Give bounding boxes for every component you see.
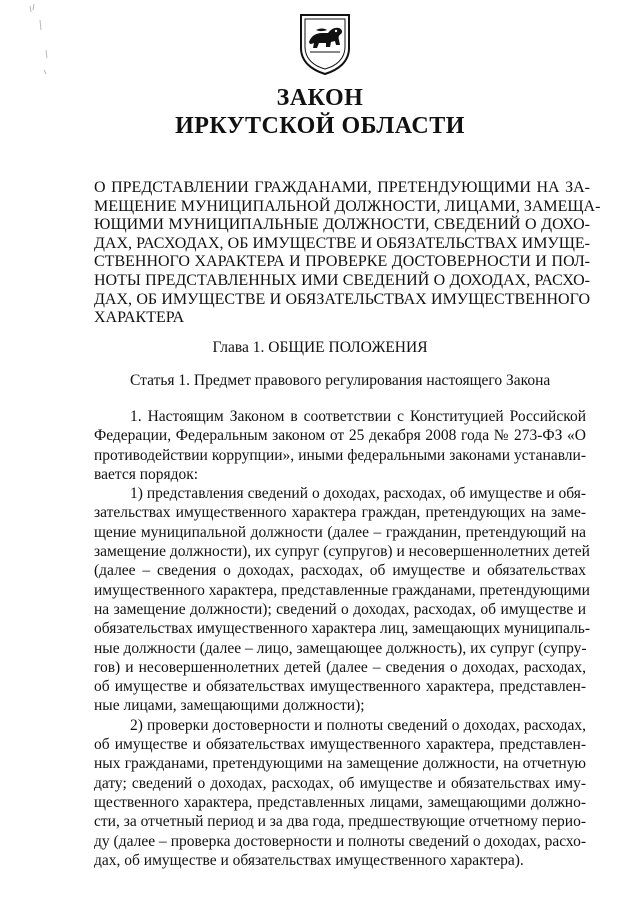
article-body <box>94 407 591 870</box>
body-line: щение муниципальной должности (далее – гражданин, претендующий на <box>94 523 586 541</box>
body-line: вается порядок: <box>94 465 199 483</box>
body-line: щественного характера, представленных лицами, замещающими должно- <box>94 793 586 811</box>
body-line: обязательствах имущественного характера лиц, замещающих муниципаль- <box>94 620 591 638</box>
body-line: гов) и несовершеннолетних детей (далее – сведения о доходах, расходах, <box>94 658 586 676</box>
subject-line: О ПРЕДСТАВЛЕНИИ ГРАЖДАНАМИ, ПРЕТЕНДУЮЩИМИ НА ЗА- <box>94 179 590 196</box>
body-line: сти, за отчетный период и за два года, предшествующие отчетному перио- <box>94 813 586 831</box>
body-line: 1. Настоящим Законом в соответствии с Конституцией Российской <box>130 408 586 425</box>
body-line: 1) представления сведений о доходах, расходах, об имуществе и обя- <box>130 485 586 503</box>
body-line: Федерации, Федеральным законом от 25 декабря 2008 года № 273-ФЗ «О <box>94 427 586 445</box>
subject-line: СТВЕННОГО ХАРАКТЕРА И ПРОВЕРКЕ ДОСТОВЕРНОСТИ И ПОЛ- <box>94 253 590 271</box>
body-line: противодействии коррупции», иными федеральными законами устанавли- <box>94 446 586 464</box>
body-line: зательствах имущественного характера граждан, претендующих на заме- <box>94 504 586 522</box>
body-line: об имуществе и обязательствах имущественного характера, представлен- <box>94 678 586 696</box>
body-line: ные лицами, замещающими должности); <box>94 697 365 715</box>
subject-line: ДАХ, РАСХОДАХ, ОБ ИМУЩЕСТВЕ И ОБЯЗАТЕЛЬСТВАХ ИМУЩЕ- <box>94 234 590 252</box>
coat-of-arms-icon <box>298 12 352 76</box>
body-line: (далее – сведения о доходах, расходах, об имуществе и обязательствах <box>94 562 586 580</box>
body-line: на замещение должности); сведений о доходах, расходах, об имуществе и <box>94 600 586 618</box>
chapter-heading: Глава 1. ОБЩИЕ ПОЛОЖЕНИЯ <box>212 339 428 356</box>
body-line: имущественного характера, представленные гражданами, претендующими <box>94 581 590 599</box>
body-line: ные должности (далее – лицо, замещающее должность), их супруг (супру- <box>94 639 587 657</box>
body-line: дату; сведений о доходах, расходах, об имуществе и обязательствах иму- <box>94 774 586 792</box>
subject-line: МЕЩЕНИЕ МУНИЦИПАЛЬНОЙ ДОЛЖНОСТИ, ЛИЦАМИ, ЗАМЕЩА- <box>94 197 601 215</box>
subject-line: ЮЩИМИ МУНИЦИПАЛЬНЫЕ ДОЛЖНОСТИ, СВЕДЕНИЙ О ДОХО- <box>94 216 590 234</box>
subject-line: ХАРАКТЕРА <box>94 309 185 327</box>
body-line: ных гражданами, претендующими на замещение должности, на отчетную <box>94 755 586 773</box>
body-line: ду (далее – проверка достоверности и полноты сведений о доходах, расхо- <box>94 832 586 850</box>
subject-line: ДАХ, ОБ ИМУЩЕСТВЕ И ОБЯЗАТЕЛЬСТВАХ ИМУЩЕСТВЕННОГО <box>94 290 590 308</box>
body-line: 2) проверки достоверности и полноты сведений о доходах, расходах, <box>130 716 586 734</box>
body-line: об имуществе и обязательствах имущественного характера, представлен- <box>94 736 586 754</box>
law-subject-heading <box>94 179 601 328</box>
document-title-line2: ИРКУТСКОЙ ОБЛАСТИ <box>175 113 465 139</box>
body-line: дах, об имуществе и обязательствах имущественного характера). <box>94 851 524 869</box>
document-title-line1: ЗАКОН <box>276 85 364 111</box>
subject-line: НОТЫ ПРЕДСТАВЛЕННЫХ ИМИ СВЕДЕНИЙ О ДОХОДАХ, РАСХО- <box>94 271 590 289</box>
body-line: замещение должности), их супруг (супругов) и несовершеннолетних детей <box>94 543 590 561</box>
article-heading: Статья 1. Предмет правового регулирования настоящего Закона <box>130 372 551 389</box>
